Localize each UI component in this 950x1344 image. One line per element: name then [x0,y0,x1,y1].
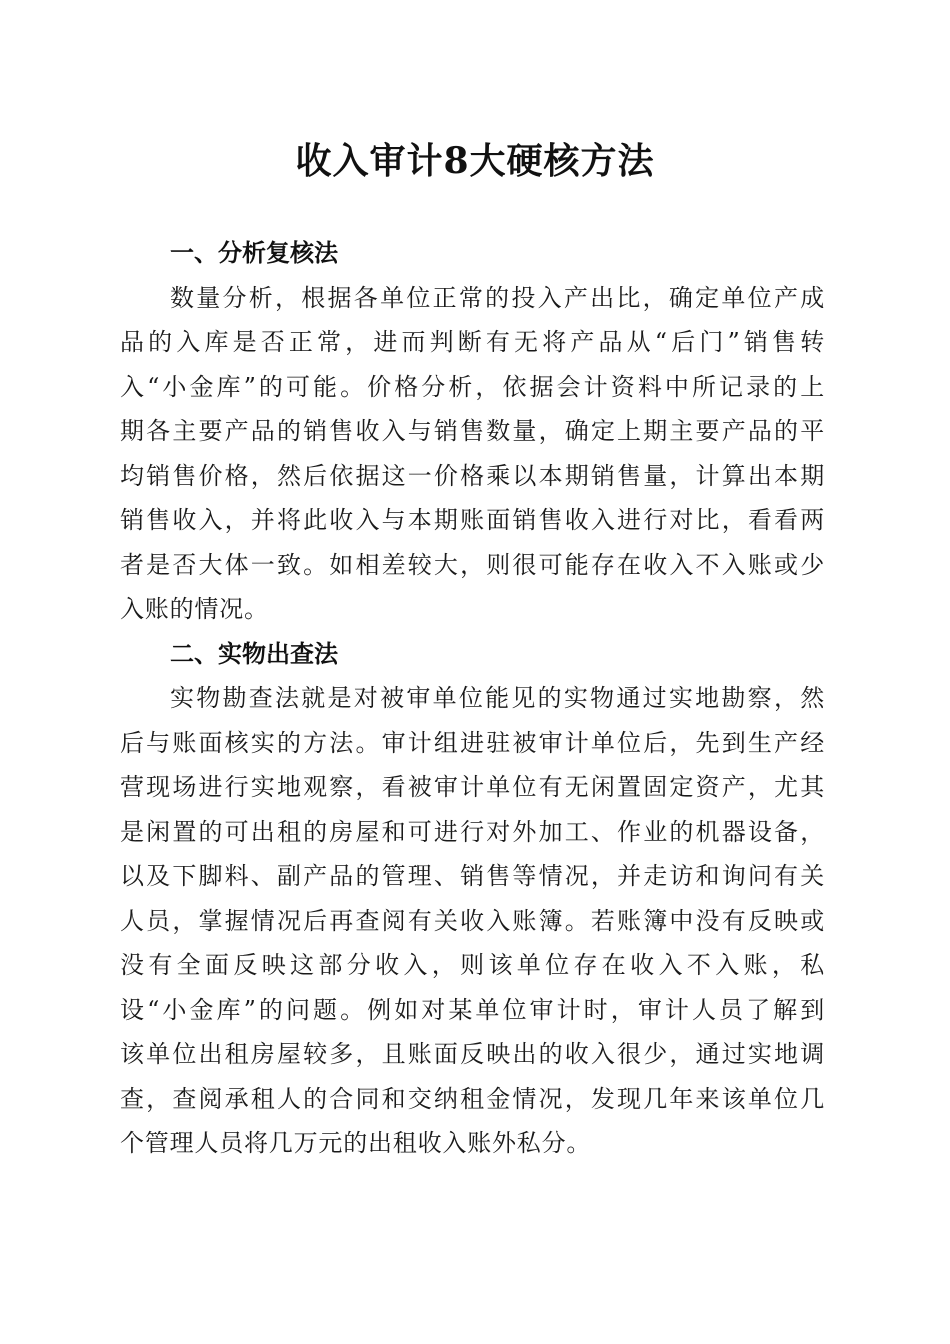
section-heading-analysis-review: 一、分析复核法 [170,239,338,267]
paragraph-line: 个管理人员将几万元的出租收入账外私分。 [120,1129,592,1157]
paragraph-line: 销售收入，并将此收入与本期账面销售收入进行对比，看看两 [120,506,825,534]
section-paragraph-physical-inspection [120,676,825,1166]
paragraph-line: 期各主要产品的销售收入与销售数量，确定上期主要产品的平 [120,417,825,445]
paragraph-line: 者是否大体一致。如相差较大，则很可能存在收入不入账或少 [120,550,825,579]
paragraph-line: 该单位出租房屋较多，且账面反映出的收入很少，通过实地调 [120,1040,825,1068]
paragraph-line: 入“小金库”的可能。价格分析，依据会计资料中所记录的上 [120,372,825,401]
section-heading-physical-inspection: 二、实物出查法 [170,639,338,668]
document-title: 收入审计8大硬核方法 [295,140,655,182]
paragraph-line: 后与账面核实的方法。审计组进驻被审计单位后，先到生产经 [120,728,825,757]
paragraph-line: 入账的情况。 [120,595,269,623]
paragraph-line: 设“小金库”的问题。例如对某单位审计时，审计人员了解到 [120,995,825,1024]
document-body [120,231,825,1166]
paragraph-line: 实物勘查法就是对被审单位能见的实物通过实地勘察，然 [170,684,825,712]
paragraph-line: 品的入库是否正常，进而判断有无将产品从“后门”销售转 [120,328,825,356]
paragraph-line: 是闲置的可出租的房屋和可进行对外加工、作业的机器设备， [120,817,825,846]
paragraph-line: 没有全面反映这部分收入，则该单位存在收入不入账，私 [120,951,825,979]
paragraph-line: 均销售价格，然后依据这一价格乘以本期销售量，计算出本期 [120,461,825,490]
paragraph-line: 数量分析，根据各单位正常的投入产出比，确定单位产成 [170,283,825,312]
paragraph-line: 以及下脚料、副产品的管理、销售等情况，并走访和询问有关 [120,862,825,890]
paragraph-line: 营现场进行实地观察，看被审计单位有无闲置固定资产，尤其 [120,773,825,801]
paragraph-line: 人员，掌握情况后再查阅有关收入账簿。若账簿中没有反映或 [120,906,825,935]
section-paragraph-analysis-review [120,276,825,632]
paragraph-line: 查，查阅承租人的合同和交纳租金情况，发现几年来该单位几 [120,1084,825,1113]
